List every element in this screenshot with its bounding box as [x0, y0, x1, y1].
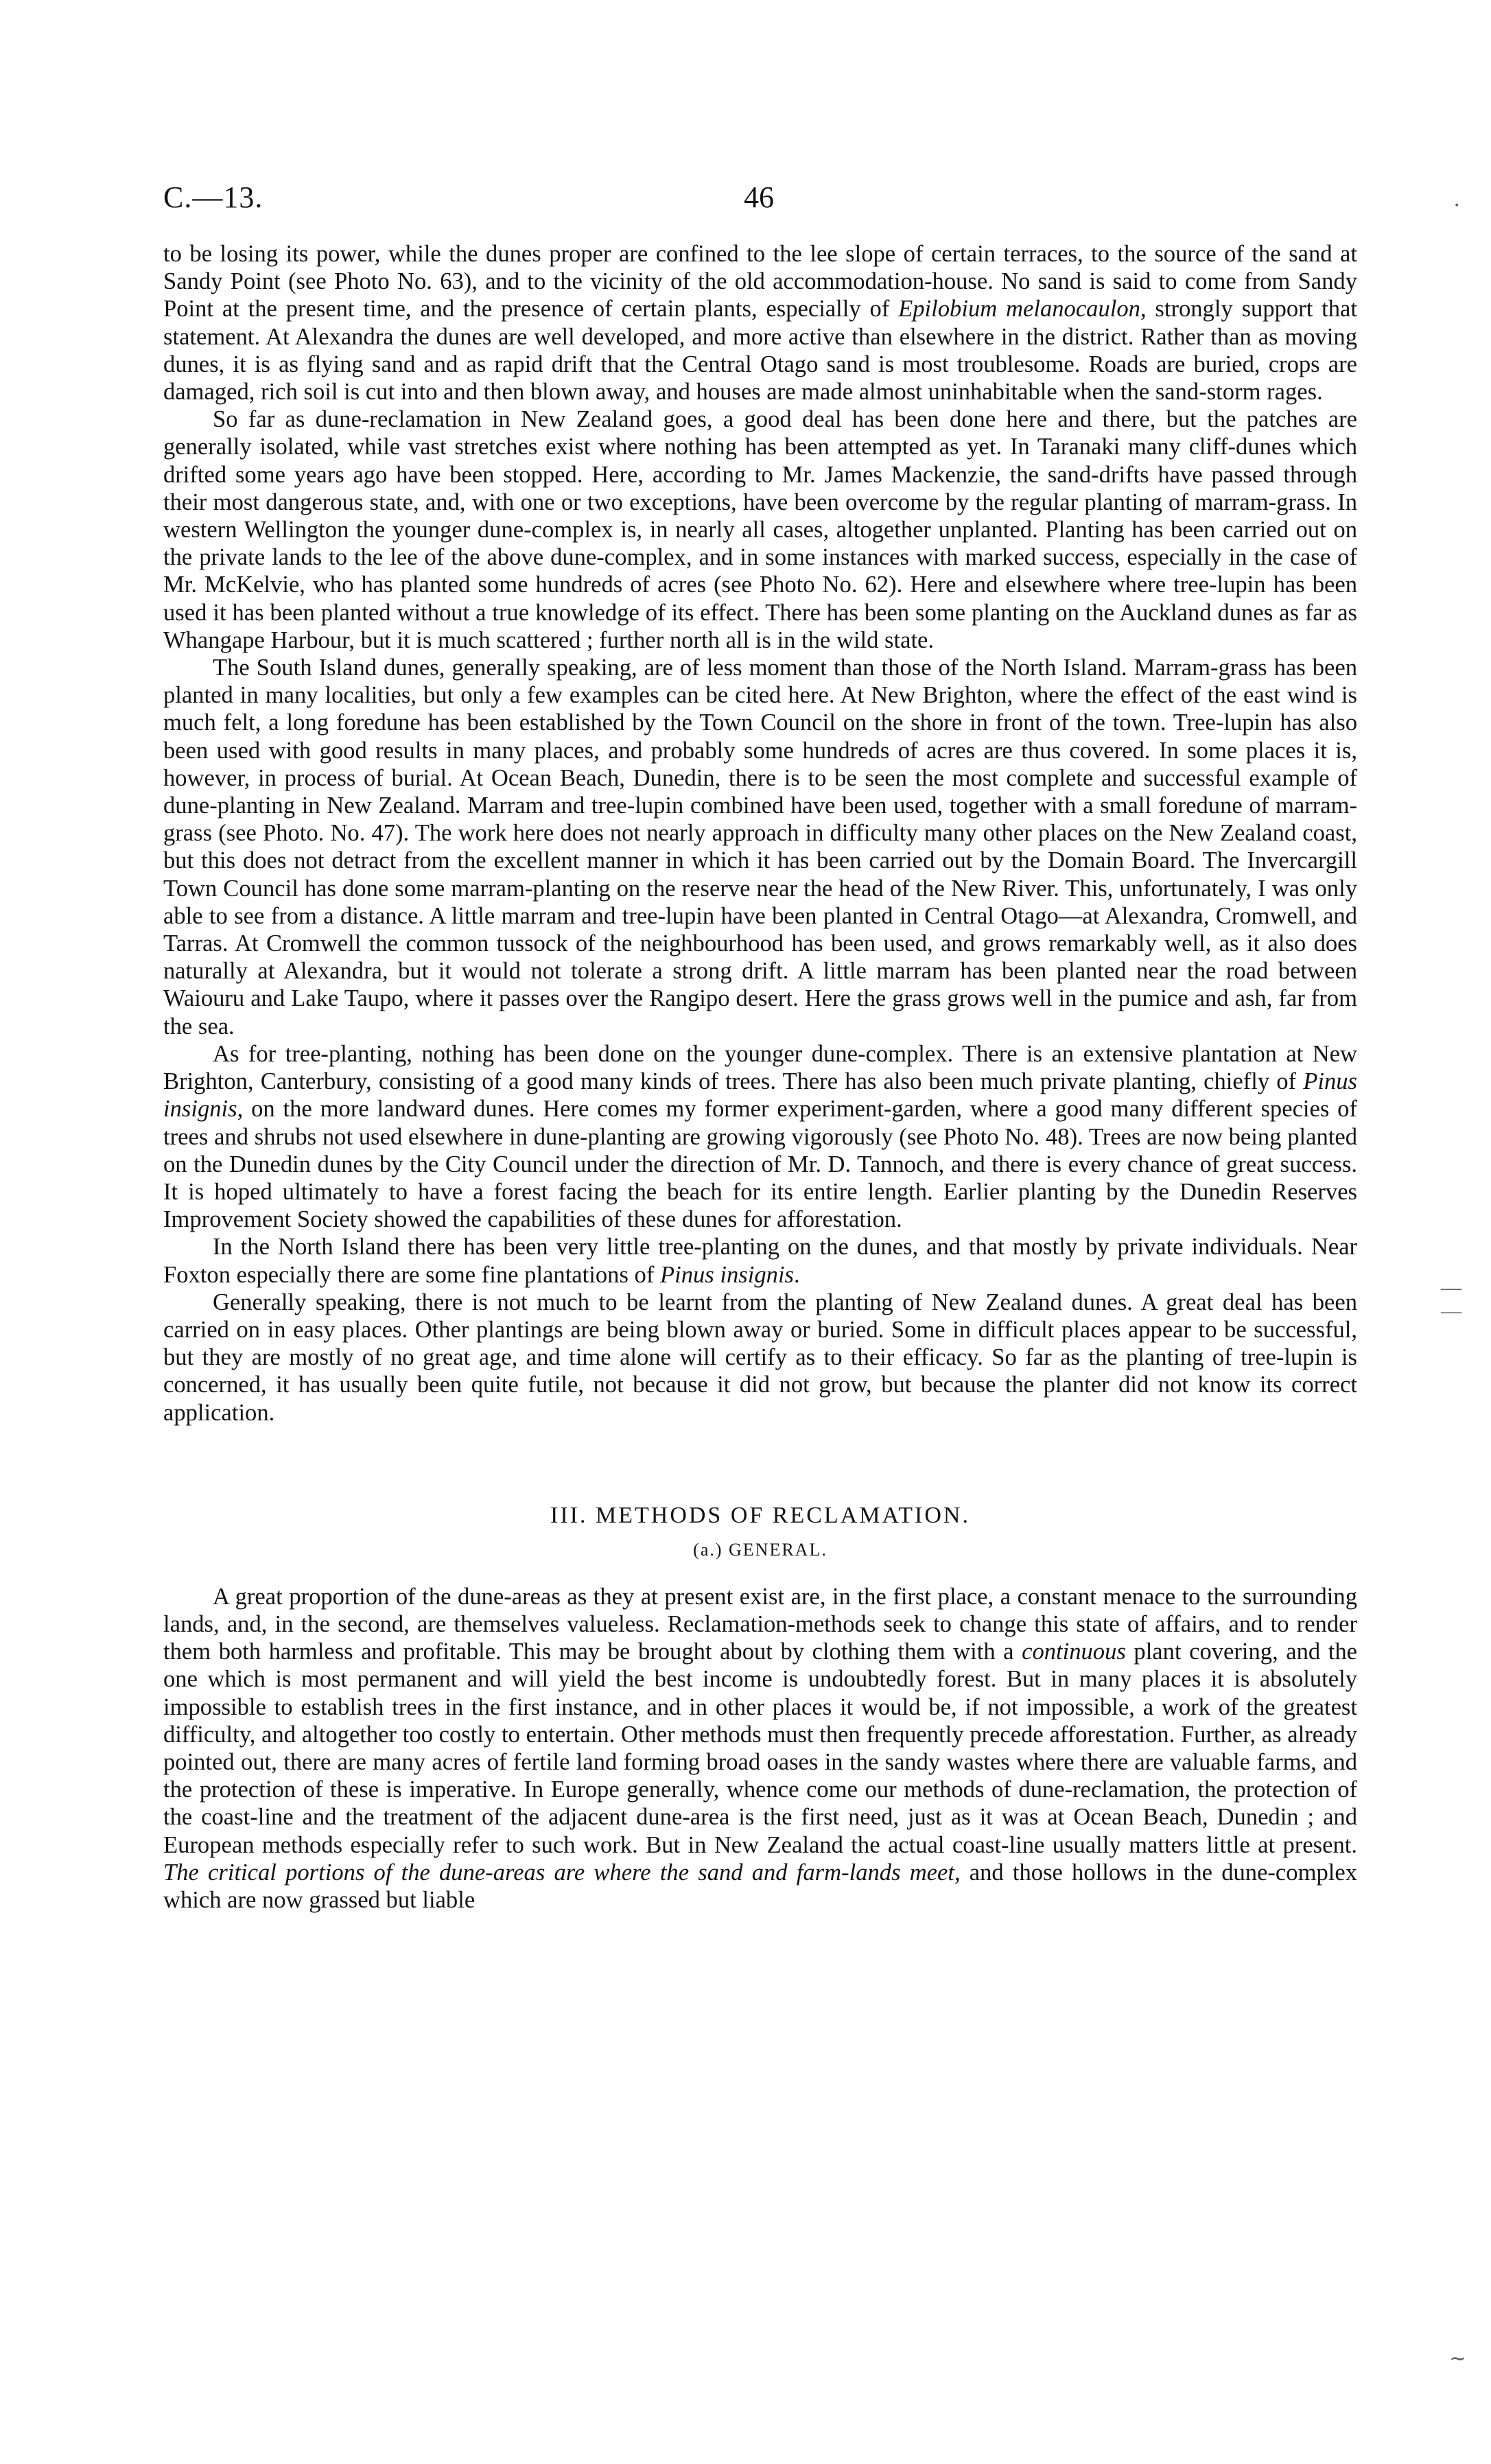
- paragraph-tree-planting: [163, 1040, 1357, 1233]
- paragraph-south-island-dunes: The South Island dunes, generally speaking, are of less moment than those of the North Island. Marram-grass has been planted in many localities, but only a few examples can be cited here. At New Brighton, where the effect of the east wind is much felt, a long foredune has been established by the Town Council on the shore in front of the town. Tree-lupin has also been used with good results in many places, and probably some hundreds of acres are thus covered. In some places it is, however, in process of burial. At Ocean Beach, Dunedin, there is to be seen the most complete and successful example of dune-planting in New Zealand. Marram and tree-lupin combined have been used, together with a small foredune of marram-grass (see Photo. No. 47). The work here does not nearly approach in difficulty many other places on the New Zealand coast, but this does not detract from the excellent manner in which it has been carried out by the Domain Board. The Invercargill Town Council has done some marram-planting on the reserve near the head of the New River. This, unfortunately, I was only able to see from a distance. A little marram and tree-lupin have been planted in Central Otago—at Alexandra, Cromwell, and Tarras. At Cromwell the common tussock of the neighbourhood has been used, and grows remarkably well, as it also does naturally at Alexandra, but it would not tolerate a strong drift. A little marram has been planted near the road between Waiouru and Lake Taupo, where it passes over the Rangipo desert. Here the grass grows well in the pumice and ash, far from the sea.: [163, 655, 1357, 1040]
- main-text: [163, 240, 1357, 1914]
- scan-margin-mark: ⋅: [1453, 194, 1464, 217]
- paragraph-central-otago: [163, 240, 1357, 406]
- subsection-heading: (a.) GENERAL.: [693, 1539, 827, 1560]
- scan-margin-mark: ∼: [1449, 2347, 1470, 2370]
- paragraph-methods-general: [163, 1583, 1357, 1914]
- section-heading: III. METHODS OF RECLAMATION.: [550, 1502, 970, 1528]
- italic-phrase: The critical portions of the dune-areas are where the sand and farm-lands meet,: [163, 1859, 961, 1886]
- text-run: plant covering, and the one which is most permanent and will yield the best income is undoubtedly forest. But in many places it is absolutely impossible to establish trees in the first instance, and in other places it would be, if not impossible, a work of the greatest difficulty, and altogether too costly to entertain. Other methods must then frequently precede afforestation. Further, as already pointed out, there are many acres of fertile land forming broad oases in the sandy wastes where there are valuable farms, and the protection of these is imperative. In Europe generally, whence come our methods of dune-reclamation, the protection of the coast-line and the treatment of the adjacent dune-area is the first need, just as it was at Ocean Beach, Dunedin ; and European methods especially refer to such work. But in New Zealand the actual coast-line usually matters little at present.: [163, 1639, 1357, 1858]
- paragraph-north-island-trees: [163, 1233, 1357, 1288]
- text-run: to be losing its power, while the dunes proper are confined to the lee slope of certain terraces, to the source of the sand at Sandy Point (see Photo No. 63), and to the vicinity of the old accommodation-house. No sand is said to come from Sandy Point at the present time, and the presence of certain plants, especially of: [163, 241, 1357, 322]
- document-reference: C.—13.: [163, 180, 263, 214]
- scan-margin-mark: — —: [1441, 1276, 1469, 1322]
- text-run: and those hollows in the dune-complex which are now grassed but liable: [163, 1859, 1357, 1913]
- text-run: As for tree-planting, nothing has been done on the younger dune-complex. There is an extensive plantation at New Brighton, Canterbury, consisting of a good many kinds of trees. There has also been much private planting, chiefly of: [163, 1040, 1357, 1095]
- italic-term: Pinus insignis: [660, 1261, 795, 1288]
- italic-term: Pinus insignis: [163, 1068, 1357, 1123]
- text-run: , on the more landward dunes. Here comes my former experiment-garden, where a good many different species of trees and shrubs not used elsewhere in dune-planting are growing vigorously (see Photo No. 48). Trees are now being planted on the Dunedin dunes by the City Council under the direction of Mr. D. Tannoch, and there is every chance of great success. It is hoped ultimately to have a forest facing the beach for its entire length. Earlier planting by the Dunedin Reserves Improvement Society showed the capabilities of these dunes for afforestation.: [163, 1096, 1357, 1233]
- paragraph-north-island-reclamation: So far as dune-reclamation in New Zealand goes, a good deal has been done here and there, but the patches are generally isolated, while vast stretches exist where nothing has been attempted as yet. In Taranaki many cliff-dunes which drifted some years ago have been stopped. Here, according to Mr. James Mackenzie, the sand-drifts have passed through their most dangerous state, and, with one or two exceptions, have been overcome by the regular planting of marram-grass. In western Wellington the younger dune-complex is, in nearly all cases, altogether unplanted. Planting has been carried out on the private lands to the lee of the above dune-complex, and in some instances with marked success, especially in the case of Mr. McKelvie, who has planted some hundreds of acres (see Photo No. 62). Here and elsewhere where tree-lupin has been used it has been planted without a true knowledge of its effect. There has been some planting on the Auckland dunes as far as Whangape Harbour, but it is much scattered ; further north all is in the wild state.: [163, 406, 1357, 653]
- text-run: A great proportion of the dune-areas as they at present exist are, in the first place, a constant menace to the surrounding lands, and, in the second, are themselves valueless. Reclamation-methods seek to change this state of affairs, and to render them both harmless and profitable. This may be brought about by clothing them with a: [163, 1583, 1357, 1665]
- italic-term: Epilobium melanocaulon: [898, 296, 1140, 322]
- section-spacer: [163, 1427, 1357, 1470]
- text-run: .: [794, 1261, 800, 1288]
- text-run: , strongly support that statement. At Alexandra the dunes are well developed, and more active than elsewhere in the district. Rather than as moving dunes, it is as flying sand and as rapid drift that the Central Otago sand is most troublesome. Roads are buried, crops are damaged, rich soil is cut into and then blown away, and houses are made almost uninhabitable when the sand-storm rages.: [163, 296, 1357, 406]
- italic-term: continuous: [1022, 1639, 1126, 1665]
- paragraph-general-summary: Generally speaking, there is not much to be learnt from the planting of New Zealand dunes. A great deal has been carried on in easy places. Other plantings are being blown away or buried. Some in difficult places appear to be successful, but they are mostly of no great age, and time alone will certify as to their efficacy. So far as the planting of tree-lupin is concerned, it has usually been quite futile, not because it did not grow, but because the planter did not know its correct application.: [163, 1289, 1357, 1426]
- text-run: In the North Island there has been very little tree-planting on the dunes, and that mostly by private individuals. Near Foxton especially there are some fine plantations of: [163, 1234, 1357, 1288]
- page-number: 46: [744, 180, 774, 214]
- page-header: [163, 177, 1357, 218]
